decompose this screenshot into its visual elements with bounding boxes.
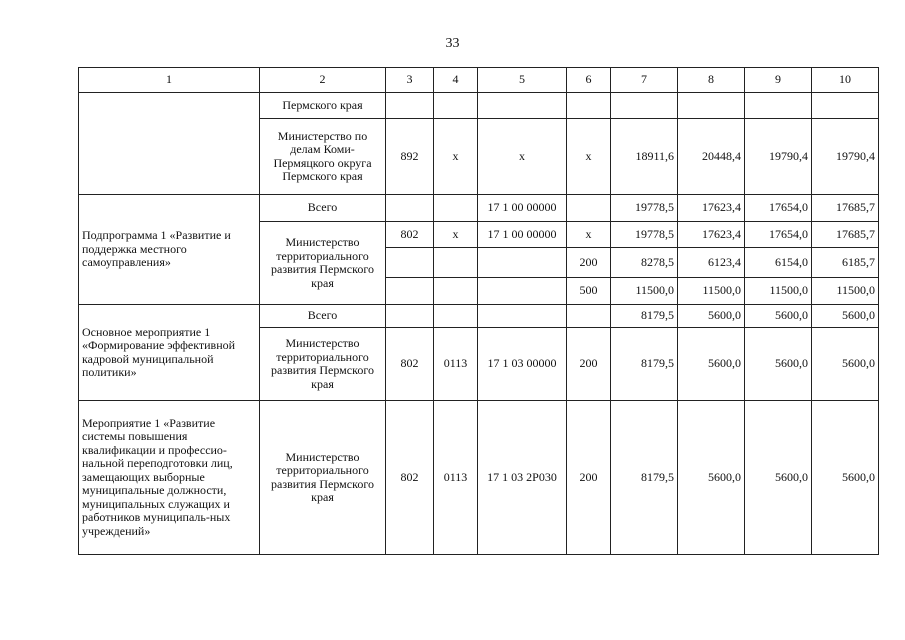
header-cell: 7 — [611, 68, 678, 93]
ministry-code-cell: 802 — [386, 401, 434, 555]
table-cell — [478, 93, 567, 119]
amount-cell: 6123,4 — [678, 248, 745, 278]
amount-cell: 6154,0 — [745, 248, 812, 278]
table-cell — [386, 248, 434, 278]
executor-cell: Министерство территориального развития Пермского края — [260, 222, 386, 305]
section-code-cell: 0113 — [434, 401, 478, 555]
amount-cell: 5600,0 — [678, 305, 745, 328]
amount-cell: 5600,0 — [678, 401, 745, 555]
ministry-code-cell: 802 — [386, 222, 434, 248]
table-cell — [812, 93, 879, 119]
table-cell — [745, 93, 812, 119]
amount-cell: 17654,0 — [745, 222, 812, 248]
table-row — [79, 401, 879, 555]
executor-cell: Министерство территориального развития Пермского края — [260, 401, 386, 555]
amount-cell: 19778,5 — [611, 195, 678, 222]
target-code-cell: 17 1 03 2Р030 — [478, 401, 567, 555]
table-cell — [434, 93, 478, 119]
amount-cell: 11500,0 — [812, 278, 879, 305]
table-cell — [386, 278, 434, 305]
table-cell — [478, 305, 567, 328]
header-cell: 3 — [386, 68, 434, 93]
target-code-cell: х — [478, 119, 567, 195]
amount-cell: 17654,0 — [745, 195, 812, 222]
amount-cell: 19778,5 — [611, 222, 678, 248]
header-cell: 5 — [478, 68, 567, 93]
executor-cell: Всего — [260, 305, 386, 328]
amount-cell: 5600,0 — [812, 401, 879, 555]
table-row — [79, 93, 879, 119]
amount-cell: 20448,4 — [678, 119, 745, 195]
target-code-cell: 17 1 00 00000 — [478, 195, 567, 222]
program-name-cell: Основное мероприятие 1 «Формирование эффективной кадровой муниципальной политики» — [79, 305, 260, 401]
table-cell — [434, 195, 478, 222]
header-cell: 8 — [678, 68, 745, 93]
section-code-cell: х — [434, 222, 478, 248]
header-cell: 6 — [567, 68, 611, 93]
expense-type-cell: 200 — [567, 328, 611, 401]
table-row — [79, 195, 879, 222]
amount-cell: 11500,0 — [678, 278, 745, 305]
expense-type-cell: 200 — [567, 401, 611, 555]
header-cell: 2 — [260, 68, 386, 93]
amount-cell: 17685,7 — [812, 195, 879, 222]
table-cell — [434, 278, 478, 305]
amount-cell: 8278,5 — [611, 248, 678, 278]
table-cell — [478, 278, 567, 305]
section-code-cell: х — [434, 119, 478, 195]
amount-cell: 17685,7 — [812, 222, 879, 248]
table-cell — [567, 305, 611, 328]
amount-cell: 8179,5 — [611, 401, 678, 555]
ministry-code-cell: 892 — [386, 119, 434, 195]
executor-cell: Пермского края — [260, 93, 386, 119]
table-cell — [386, 305, 434, 328]
table-cell — [611, 93, 678, 119]
amount-cell: 19790,4 — [745, 119, 812, 195]
amount-cell: 17623,4 — [678, 195, 745, 222]
target-code-cell: 17 1 00 00000 — [478, 222, 567, 248]
table-cell — [567, 195, 611, 222]
amount-cell: 8179,5 — [611, 328, 678, 401]
header-cell: 4 — [434, 68, 478, 93]
table-header-row — [79, 68, 879, 93]
budget-table — [78, 67, 879, 555]
amount-cell: 11500,0 — [611, 278, 678, 305]
section-code-cell: 0113 — [434, 328, 478, 401]
ministry-code-cell: 802 — [386, 328, 434, 401]
amount-cell: 8179,5 — [611, 305, 678, 328]
program-name-cell: Подпрограмма 1 «Развитие и поддержка местного самоуправления» — [79, 195, 260, 305]
amount-cell: 17623,4 — [678, 222, 745, 248]
amount-cell: 5600,0 — [745, 401, 812, 555]
program-name-cell — [79, 93, 260, 195]
amount-cell: 5600,0 — [812, 328, 879, 401]
header-cell: 9 — [745, 68, 812, 93]
table-cell — [386, 195, 434, 222]
expense-type-cell: х — [567, 119, 611, 195]
amount-cell: 6185,7 — [812, 248, 879, 278]
amount-cell: 5600,0 — [745, 328, 812, 401]
amount-cell: 11500,0 — [745, 278, 812, 305]
executor-cell: Министерство территориального развития Пермского края — [260, 328, 386, 401]
amount-cell: 18911,6 — [611, 119, 678, 195]
table-cell — [678, 93, 745, 119]
program-name-cell: Мероприятие 1 «Развитие системы повышения квалификации и профессио-нальной переподготовки лиц, замещающих выборные муниципальные должности, муниципальных служащих и работников муниципаль-ных учреждений» — [79, 401, 260, 555]
executor-cell: Всего — [260, 195, 386, 222]
header-cell: 1 — [79, 68, 260, 93]
table-cell — [434, 248, 478, 278]
amount-cell: 19790,4 — [812, 119, 879, 195]
executor-cell: Министерство по делам Коми-Пермяцкого округа Пермского края — [260, 119, 386, 195]
header-cell: 10 — [812, 68, 879, 93]
expense-type-cell: 200 — [567, 248, 611, 278]
target-code-cell: 17 1 03 00000 — [478, 328, 567, 401]
table-cell — [478, 248, 567, 278]
table-cell — [434, 305, 478, 328]
expense-type-cell: х — [567, 222, 611, 248]
amount-cell: 5600,0 — [678, 328, 745, 401]
expense-type-cell: 500 — [567, 278, 611, 305]
amount-cell: 5600,0 — [812, 305, 879, 328]
table-cell — [386, 93, 434, 119]
table-row — [79, 305, 879, 328]
table-cell — [567, 93, 611, 119]
page-number: 33 — [445, 36, 460, 51]
amount-cell: 5600,0 — [745, 305, 812, 328]
